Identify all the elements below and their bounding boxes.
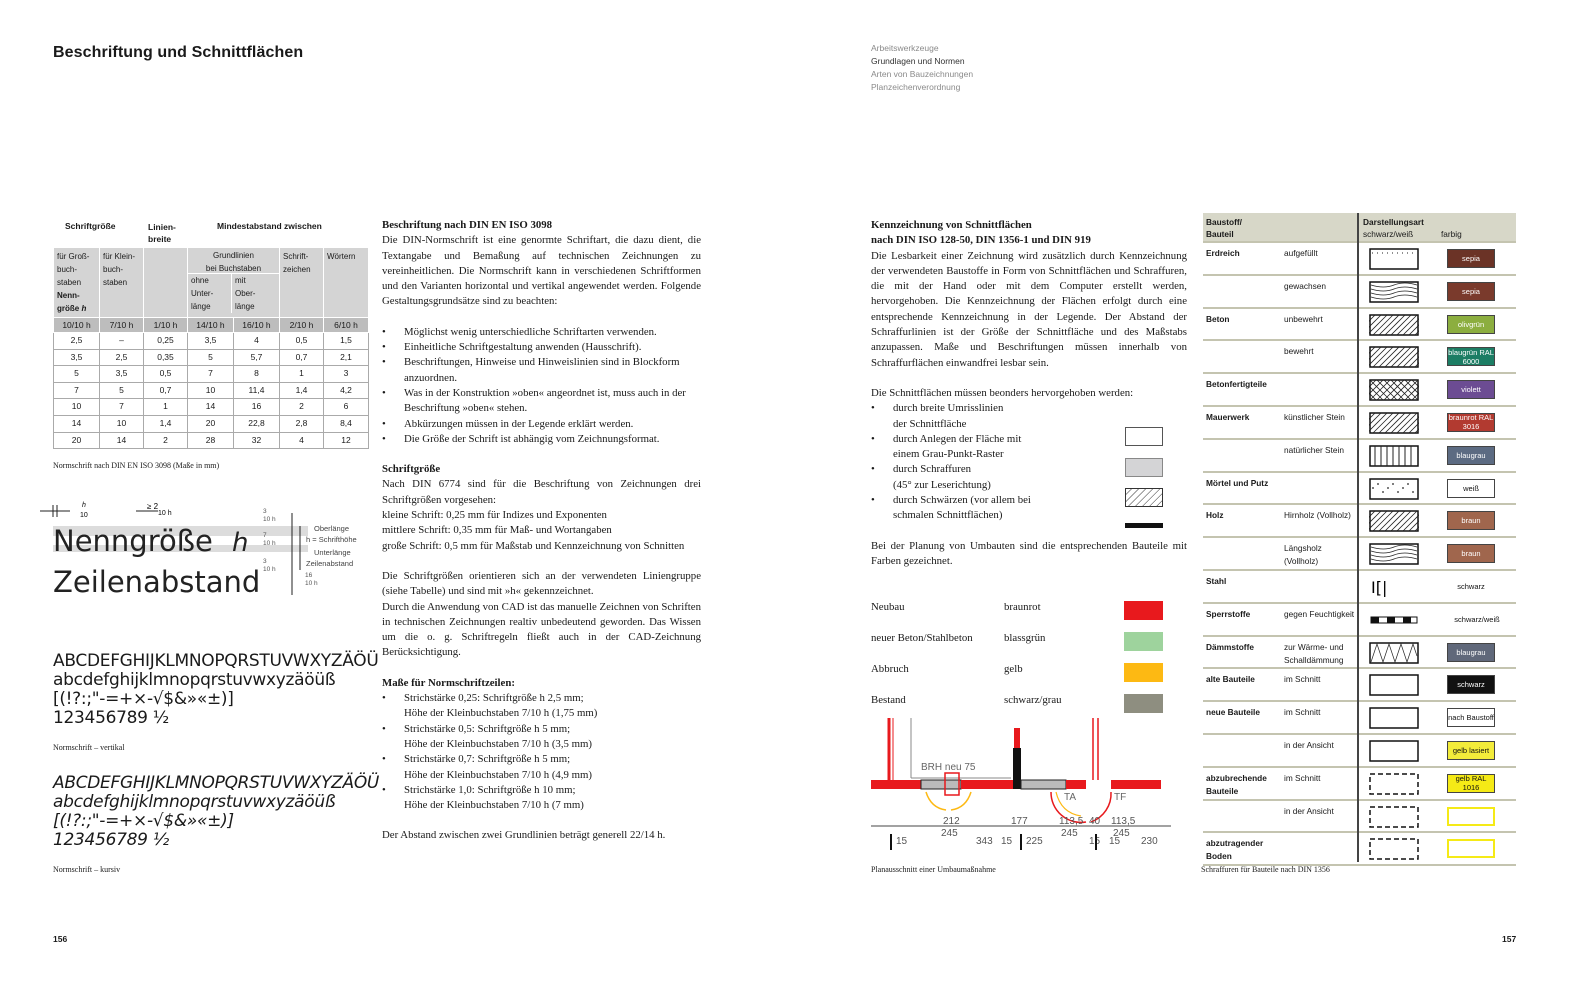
text-column-right: Kennzeichnung von Schnittflächen nach DIN ISO 128-50, DIN 1356-1 und DIN 919 Die Lesbarkeit einer Zeichnung wird zusätzlich durch Kennzeichnung der verwendeten Baustoffe in Form von Schnittflächen und Schraffuren, die mit der Hand oder mit dem Computer erstellt werden, hervorgehoben. Die Kennzeichnung der Flächen erfolgt durch eine entsprechende Kennzeichnung in der Legende. Der Abstand der Schraffurlinien ist der Größe der Schnittfläche und des Maßstabs anzupassen. Maße und Beschriftungen müssen innerhalb von Schraffurflächen einwandfrei lesbar sein. Die Schnittflächen müssen beonders hervorgehoben werden: • durch breite Umrisslinien der Schnittfläche • durch Anlegen der Fläche mit einem Grau-Punkt-Raster • durch Schraffuren (45° zur Leserichtung) • durch Schwärzen (vor allem bei schmalen Schnittflächen) Bei der Planung von Umbauten sind die entsprechenden Bauteile mit Farben gezeichnet.: [871, 218, 1187, 569]
table-cell: 1: [144, 399, 188, 416]
bw-pattern: [1369, 281, 1419, 303]
table-cell: 1,5: [324, 333, 369, 350]
page-number-right: 157: [1502, 934, 1517, 944]
table-row: [1203, 440, 1516, 473]
color-swatch-yellow-outline: [1447, 807, 1495, 826]
bw-pattern: [1369, 314, 1419, 336]
svg-text:3: 3: [263, 508, 267, 515]
table-cell: 2,5: [54, 333, 100, 350]
svg-text:10: 10: [80, 512, 88, 519]
unit-cell: 10/10 h: [54, 318, 100, 333]
table-row: [1203, 768, 1516, 801]
normschrift-table: [53, 215, 369, 449]
alphabet-vertical: ABCDEFGHIJKLMNOPQRSTUVWXYZÄÖÜ abcdefghijklmnopqrstuvwxyzäöüß [(!?:;"-=+×-√$&»«±)] 123456789 ½: [53, 651, 379, 728]
material-label: Holz: [1206, 510, 1224, 521]
bw-pattern: [1369, 806, 1419, 828]
text-column-left: Beschriftung nach DIN EN ISO 3098 Die DIN-Normschrift ist eine genormte Schriftart, die dazu dient, die Textangabe und Bemaßung auf technischen Zeichnungen zu vereinheitlichen. Die Normschrift kann in verschiedenen Schriftformen und den Varianten horizontal und vertikal angewendet werden. Folgende Gestaltungsgrundsätze sind zu beachten: • Möglichst wenig unterschiedliche Schriftarten verwenden. • Einheitliche Schriftgestaltung anwenden (Hausschrift). • Beschriftungen, Hinweise und Hinweislinien sind in Blockform anzuordnen. • Was in der Konstruktion »oben« angeordnet ist, muss auch in der Beschriftung »oben« stehen. • Abkürzungen müssen in der Legende erklärt werden. • Die Größe der Schrift ist abhängig vom Zeichnungsformat. Schriftgröße Nach DIN 6774 sind für die Beschriftung von Zeichnungen drei Schriftgrößen vorgesehen: kleine Schrift: 0,25 mm für Indizes und Exponenten mittlere Schrift: 0,35 mm für Maß- und Wortangaben große Schrift: 0,5 mm für Maßstab und Kennzeichnung von Schnitten Die Schriftgrößen orientieren sich an der verwendeten Liniengruppe (siehe Tabelle) und sind mit »h« gekennzeichnet. Durch die Anwendung von CAD ist das manuelle Zeichnen von Schriften in technischen Zeichnungen realtiv unbedeutend geworden. Das Wissen um die o. g. Schriftregeln fließt auch in der CAD-Zeichnung Berücksichtigung. Maße für Normschriftzeilen: • Strichstärke 0,25: Schriftgröße h 2,5 mm; Höhe der Kleinbuchstaben 7/10 h (1,75 mm) • Strichstärke 0,5: Schriftgröße h 5 mm; Höhe der Kleinbuchstaben 7/10 h (3,5 mm) • Strichstärke 0,7: Schriftgröße h 5 mm; Höhe der Kleinbuchstaben 7/10 h (4,9 mm) • Strichstärke 1,0: Schriftgröße h 10 mm; Höhe der Kleinbuchstaben 7/10 h (7 mm) Der Abstand zwischen zwei Grundlinien beträgt generell 22/14 h.: [382, 218, 701, 844]
table-row: [1203, 309, 1516, 342]
table-cell: 32: [233, 432, 279, 449]
table-cell: 5: [188, 349, 234, 366]
svg-text:Oberlänge: Oberlänge: [314, 524, 350, 533]
umbau-label: Bestand: [871, 694, 906, 706]
table-cell: 10: [54, 399, 100, 416]
table-row: [1203, 505, 1516, 538]
table-cell: 7: [188, 366, 234, 383]
svg-text:15: 15: [896, 836, 908, 847]
bullet-list: • Möglichst wenig unterschiedliche Schriftarten verwenden. • Einheitliche Schriftgestaltung anwenden (Hausschrift). • Beschriftungen, Hinweise und Hinweislinien sind in Blockform anzuordnen. • Was in der Konstruktion »oben« angeordnet ist, muss auch in der Beschriftung »oben« stehen. • Abkürzungen müssen in der Legende erklärt werden. • Die Größe der Schrift ist abhängig vom Zeichnungsformat.: [382, 325, 701, 447]
material-sub: bewehrt: [1284, 346, 1314, 357]
table-row: [1203, 571, 1516, 604]
svg-text:15: 15: [1001, 836, 1013, 847]
unit-cell: 16/10 h: [233, 318, 279, 333]
table-cell: 14: [100, 432, 144, 449]
table-cell: 3,5: [188, 333, 234, 350]
svg-text:10 h: 10 h: [305, 580, 318, 587]
umbau-swatch: [1124, 632, 1163, 651]
plan-caption: Planausschnitt einer Umbaumaßnahme: [871, 865, 996, 874]
table-cell: 5,7: [233, 349, 279, 366]
bw-pattern: [1369, 609, 1419, 631]
bw-pattern: [1369, 740, 1419, 762]
table-cell: 1,4: [280, 382, 324, 399]
table-row: [1203, 637, 1516, 670]
plan-drawing: [871, 718, 1176, 853]
table2-caption: Schraffuren für Bauteile nach DIN 1356: [1201, 865, 1330, 874]
color-swatch: braun: [1447, 511, 1495, 530]
svg-text:10 h: 10 h: [263, 566, 276, 573]
material-label: Erdreich: [1206, 248, 1240, 258]
color-swatch-yellow-outline: [1447, 839, 1495, 858]
material-label: Betonfertigteile: [1206, 379, 1267, 390]
zeilenabstand-label: Zeilenabstand: [53, 565, 261, 599]
col-header: Mindestabstand zwischen: [217, 221, 322, 231]
umbau-color-name: gelb: [1004, 663, 1023, 675]
umbau-label: neuer Beton/Stahlbeton: [871, 632, 973, 644]
umbau-swatch: [1124, 601, 1163, 620]
table-cell: 0,7: [280, 349, 324, 366]
color-swatch: blaugrau: [1447, 643, 1495, 662]
table-cell: 8,4: [324, 415, 369, 432]
svg-text:h: h: [232, 528, 249, 558]
table-cell: 4: [233, 333, 279, 350]
color-swatch: sepia: [1447, 282, 1495, 301]
material-sub: zur Wärme- und Schalldämmung: [1284, 641, 1344, 665]
table-row: [1203, 341, 1516, 374]
table-cell: 16: [233, 399, 279, 416]
nav-item[interactable]: Arten von Bauzeichnungen: [871, 69, 974, 79]
col-header: Linien-: [148, 222, 176, 232]
table-cell: 6: [324, 399, 369, 416]
unit-cell: 7/10 h: [100, 318, 144, 333]
table-caption: Normschrift nach DIN EN ISO 3098 (Maße in mm): [53, 461, 220, 470]
material-label: Sperrstoffe: [1206, 608, 1251, 619]
section-nav: [871, 42, 973, 94]
table-cell: 3,5: [54, 349, 100, 366]
unit-cell: 1/10 h: [144, 318, 188, 333]
schraffur-table: [1203, 213, 1516, 866]
bw-pattern: [1369, 543, 1419, 565]
material-sub: gegen Feuchtigkeit: [1284, 608, 1355, 619]
table-cell: 2,1: [324, 349, 369, 366]
table-row: [1203, 735, 1516, 768]
table-row: [54, 415, 369, 432]
table-cell: 14: [188, 399, 234, 416]
table-header: Baustoff/ Bauteil Darstellungsart schwarz/weiß farbig: [1203, 213, 1516, 243]
table-row: [1203, 538, 1516, 571]
bw-pattern: [1369, 674, 1419, 696]
table-row: [1203, 702, 1516, 735]
material-sub: aufgefüllt: [1284, 248, 1318, 258]
subheader: Grundlinien bei Buchstaben ohne Unter- länge mit Ober- länge: [188, 248, 280, 318]
svg-text:15: 15: [1089, 836, 1101, 847]
svg-text:10 h: 10 h: [158, 510, 172, 517]
table-body: [53, 247, 369, 449]
bw-pattern: [1369, 642, 1419, 664]
table-row: [1203, 604, 1516, 637]
color-swatch: schwarz: [1447, 675, 1495, 694]
bw-pattern: [1369, 412, 1419, 434]
svg-text:212: 212: [943, 816, 960, 827]
color-swatch: blaugrau: [1447, 446, 1495, 465]
table-cell: 22,8: [233, 415, 279, 432]
subheader: Schrift- zeichen: [280, 248, 324, 318]
table-cell: 28: [188, 432, 234, 449]
umbau-color-name: blassgrün: [1004, 632, 1046, 644]
material-sub: im Schnitt: [1284, 674, 1321, 685]
table-row: [54, 432, 369, 449]
heading: Maße für Normschriftzeilen:: [382, 676, 515, 689]
table-row: [1203, 669, 1516, 702]
bw-pattern: [1369, 248, 1419, 270]
heading: Beschriftung nach DIN EN ISO 3098: [382, 219, 553, 231]
svg-text:343: 343: [976, 836, 993, 847]
material-sub: Längsholz (Vollholz): [1284, 543, 1322, 567]
subheader: Wörtern: [324, 248, 369, 318]
material-sub: in der Ansicht: [1284, 739, 1334, 750]
nenngroesse-diagram: [40, 495, 370, 600]
svg-text:10 h: 10 h: [263, 516, 276, 523]
color-swatch: schwarz: [1447, 577, 1495, 596]
svg-text:225: 225: [1026, 836, 1043, 847]
svg-text:TA: TA: [1064, 792, 1077, 803]
alphabet-caption: Normschrift – vertikal: [53, 743, 125, 752]
svg-text:245: 245: [1113, 828, 1130, 839]
bw-pattern: [1369, 445, 1419, 467]
table-row: [1203, 374, 1516, 407]
svg-text:7: 7: [263, 532, 267, 539]
table-cell: 0,35: [144, 349, 188, 366]
table-cell: 10: [188, 382, 234, 399]
swatch-black: [1125, 523, 1163, 528]
alphabet-italic: ABCDEFGHIJKLMNOPQRSTUVWXYZÄÖÜ abcdefghijklmnopqrstuvwxyzäöüß [(!?:;"-=+×-√$&»«±)] 123456789 ½: [53, 773, 380, 850]
table-cell: 14: [54, 415, 100, 432]
color-swatch: schwarz/weiß: [1447, 610, 1507, 629]
swatch-outline: [1125, 427, 1163, 446]
unit-cell: 6/10 h: [324, 318, 369, 333]
bw-pattern: [1369, 379, 1419, 401]
umbau-label: Neubau: [871, 601, 905, 613]
umbau-label: Abbruch: [871, 663, 909, 675]
material-label: Beton: [1206, 313, 1230, 324]
swatch-grey: [1125, 458, 1163, 477]
bw-pattern: [1369, 478, 1419, 500]
bw-pattern: [1369, 707, 1419, 729]
table-cell: 0,25: [144, 333, 188, 350]
color-swatch: sepia: [1447, 249, 1495, 268]
column-divider: [1357, 213, 1359, 862]
table-row: [54, 382, 369, 399]
bw-pattern: [1369, 773, 1419, 795]
color-swatch: violett: [1447, 380, 1495, 399]
table-cell: 7: [100, 399, 144, 416]
table-cell: 0,7: [144, 382, 188, 399]
material-sub: Hirnholz (Vollholz): [1284, 510, 1351, 521]
svg-text:113,5: 113,5: [1111, 816, 1136, 827]
table-cell: 4: [280, 432, 324, 449]
svg-text:15: 15: [1109, 836, 1121, 847]
svg-text:BRH neu 75: BRH neu 75: [921, 762, 976, 773]
svg-text:≥ 2: ≥ 2: [147, 502, 159, 511]
subheader: für Groß- buch- staben Nenn- größe h: [54, 248, 100, 318]
color-swatch: braunrot RAL 3016: [1448, 413, 1494, 432]
material-label: Mauerwerk: [1206, 411, 1250, 422]
color-swatch: gelb RAL 1016: [1447, 774, 1495, 793]
table-row: [1203, 407, 1516, 440]
svg-text:Unterlänge: Unterlänge: [314, 548, 351, 557]
col-header: breite: [148, 234, 172, 244]
table-cell: 2,5: [100, 349, 144, 366]
bw-pattern: [1369, 346, 1419, 368]
table-cell: 0,5: [280, 333, 324, 350]
table-cell: 10: [100, 415, 144, 432]
bw-pattern: [1369, 510, 1419, 532]
svg-text:245: 245: [941, 828, 958, 839]
svg-text:230: 230: [1141, 836, 1158, 847]
table-cell: 4,2: [324, 382, 369, 399]
table-cell: 3: [324, 366, 369, 383]
material-sub: gewachsen: [1284, 280, 1326, 291]
heading: Schriftgröße: [382, 463, 441, 476]
table-cell: 20: [188, 415, 234, 432]
umbau-swatch: [1124, 694, 1163, 713]
svg-text:h: h: [82, 502, 86, 509]
table-row: [1203, 276, 1516, 309]
table-cell: 5: [54, 366, 100, 383]
svg-text:40: 40: [1089, 816, 1101, 827]
color-swatch: nach Baustoff: [1447, 708, 1495, 727]
table-cell: 3,5: [100, 366, 144, 383]
table-cell: 0,5: [144, 366, 188, 383]
svg-text:10 h: 10 h: [263, 540, 276, 547]
material-label: alte Bauteile: [1206, 674, 1255, 685]
material-sub: im Schnitt: [1284, 772, 1321, 783]
svg-text:Zeilenabstand: Zeilenabstand: [306, 559, 354, 568]
color-swatch: olivgrün: [1447, 315, 1495, 334]
svg-text:16: 16: [305, 572, 313, 579]
material-sub: unbewehrt: [1284, 313, 1323, 324]
table-row: [1203, 473, 1516, 506]
table-cell: 1: [280, 366, 324, 383]
svg-text:177: 177: [1011, 816, 1028, 827]
table-row: [54, 366, 369, 383]
table-cell: 20: [54, 432, 100, 449]
nav-item[interactable]: Planzeichenverordnung: [871, 82, 961, 92]
unit-cell: 14/10 h: [188, 318, 234, 333]
table-cell: 2: [280, 399, 324, 416]
material-label: Stahl: [1206, 575, 1227, 586]
material-sub: natürlicher Stein: [1284, 444, 1344, 455]
svg-text:TF: TF: [1114, 792, 1127, 803]
material-sub: in der Ansicht: [1284, 805, 1334, 816]
table-row: [54, 399, 369, 416]
umbau-color-name: braunrot: [1004, 601, 1041, 613]
umbau-color-name: schwarz/grau: [1004, 694, 1062, 706]
table-cell: –: [100, 333, 144, 350]
table-cell: 2,8: [280, 415, 324, 432]
table-row: [1203, 801, 1516, 834]
svg-text:113,5: 113,5: [1059, 816, 1084, 827]
alphabet-caption: Normschrift – kursiv: [53, 865, 121, 874]
material-label: abzubrechende Bauteile: [1206, 772, 1267, 796]
table-cell: 7: [54, 382, 100, 399]
subheader: für Klein- buch- staben: [100, 248, 144, 318]
nav-item-active[interactable]: Grundlagen und Normen: [871, 56, 965, 66]
table-row: [54, 349, 369, 366]
nav-item[interactable]: Arbeitswerkzeuge: [871, 43, 939, 53]
svg-text:I[|: I[|: [1371, 577, 1388, 597]
table-cell: 5: [100, 382, 144, 399]
col-header: Schriftgröße: [65, 221, 116, 231]
color-swatch: blaugrün RAL 6000: [1448, 347, 1494, 366]
svg-text:3: 3: [263, 558, 267, 565]
table-cell: 12: [324, 432, 369, 449]
page-number-left: 156: [53, 934, 68, 944]
table-row: [54, 333, 369, 350]
swatch-hatch: [1125, 488, 1163, 507]
svg-text:h = Schrifthöhe: h = Schrifthöhe: [306, 535, 357, 544]
material-sub: im Schnitt: [1284, 707, 1321, 718]
material-sub: künstlicher Stein: [1284, 411, 1345, 422]
svg-text:245: 245: [1061, 828, 1078, 839]
table-cell: 1,4: [144, 415, 188, 432]
material-label: Mörtel und Putz: [1206, 477, 1269, 488]
material-label: abzutragender Boden: [1206, 838, 1264, 862]
color-swatch: gelb lasiert: [1447, 741, 1495, 760]
paragraph: Die DIN-Normschrift ist eine genormte Schriftart, die dazu dient, die Textangabe und Bemaßung auf technischen Zeichnungen zu vereinheitlichen. Die Normschrift kann in verschiedenen Schriftformen und den Varianten horizontal und vertikal angewendet werden. Folgende Gestaltungsgrundsätze sind zu beachten:: [382, 234, 701, 308]
table-row: [1203, 833, 1516, 866]
bullet-list: • Strichstärke 0,25: Schriftgröße h 2,5 mm; Höhe der Kleinbuchstaben 7/10 h (1,75 mm) • Strichstärke 0,5: Schriftgröße h 5 mm; Höhe der Kleinbuchstaben 7/10 h (3,5 mm) • Strichstärke 0,7: Schriftgröße h 5 mm; Höhe der Kleinbuchstaben 7/10 h (4,9 mm) • Strichstärke 1,0: Schriftgröße h 10 mm; Höhe der Kleinbuchstaben 7/10 h (7 mm): [382, 691, 701, 813]
bullet-list: • durch breite Umrisslinien der Schnittfläche • durch Anlegen der Fläche mit einem Grau-Punkt-Raster • durch Schraffuren (45° zur Leserichtung) • durch Schwärzen (vor allem bei schmalen Schnittflächen): [871, 401, 1187, 523]
material-label: Dämmstoffe: [1206, 641, 1254, 652]
color-swatch: braun: [1447, 544, 1495, 563]
nenngroesse-label: Nenngröße: [53, 524, 213, 558]
color-swatch: weiß: [1447, 479, 1495, 498]
bw-pattern: [1369, 838, 1419, 860]
table-cell: 2: [144, 432, 188, 449]
page-title: Beschriftung und Schnittflächen: [53, 44, 304, 61]
material-label: neue Bauteile: [1206, 707, 1260, 718]
table-cell: 11,4: [233, 382, 279, 399]
bw-pattern: [1369, 576, 1419, 598]
unit-cell: 2/10 h: [280, 318, 324, 333]
table-row: [1203, 243, 1516, 276]
umbau-swatch: [1124, 663, 1163, 682]
table-cell: 8: [233, 366, 279, 383]
